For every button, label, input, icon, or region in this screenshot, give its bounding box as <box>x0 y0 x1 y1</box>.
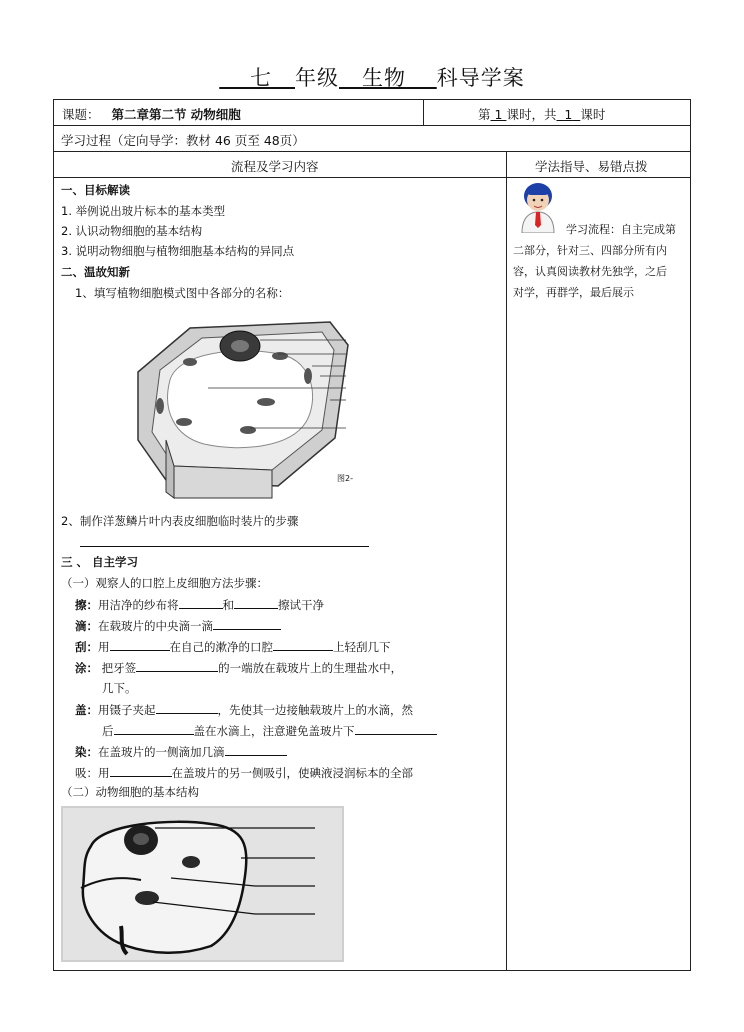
answer-line <box>80 546 369 547</box>
section2-heading: 二、温故知新 <box>61 265 130 279</box>
objective-item: 3. 说明动物细胞与植物细胞基本结构的异同点 <box>61 244 295 258</box>
process-row: 学习过程（定向导学：教材 46 页至 48页） <box>61 133 305 148</box>
guidance-line: 二部分，针对三、四部分所有内 <box>513 244 667 257</box>
right-column-header: 学法指导、易错点拨 <box>535 159 648 174</box>
divider <box>506 151 507 971</box>
sub-heading-1: （一）观察人的口腔上皮细胞方法步骤： <box>61 576 268 590</box>
plant-cell-diagram <box>130 310 360 500</box>
period-total: 1 <box>564 107 573 122</box>
period-info: 第 1 课时，共 1 课时 <box>478 107 606 122</box>
divider <box>54 151 690 152</box>
guidance-line: 学习流程：自主完成第 <box>566 223 676 236</box>
left-column-header: 流程及学习内容 <box>231 159 319 174</box>
step-smear-cont: 几下。 <box>102 681 137 695</box>
section3-heading: 三 、 自主学习 <box>61 555 139 569</box>
section1-heading: 一、目标解读 <box>61 183 130 197</box>
divider <box>54 177 690 178</box>
divider <box>423 100 424 125</box>
step-scrape: 刮：用 在自己的漱净的口腔 上轻刮几下 <box>75 640 391 654</box>
step-wipe: 擦：用洁净的纱布将 和 擦试干净 <box>75 598 324 612</box>
figure-label: 图2- <box>337 474 353 483</box>
objective-item: 2. 认识动物细胞的基本结构 <box>61 224 203 238</box>
objective-item: 1. 举例说出玻片标本的基本类型 <box>61 204 226 218</box>
step-cover: 盖：用镊子夹起 ，先使其一边接触载玻片上的水滴，然 <box>75 703 413 717</box>
guidance-line: 容，认真阅读教材先独学，之后 <box>513 265 667 278</box>
sub-heading-2: （二）动物细胞的基本结构 <box>61 785 199 799</box>
divider <box>54 125 690 126</box>
topic-label: 课题： <box>62 107 100 122</box>
question-1: 1、填写植物细胞模式图中各部分的名称： <box>75 286 290 300</box>
teacher-avatar-icon <box>518 181 558 233</box>
guidance-line: 对学，再群学，最后展示 <box>513 286 634 299</box>
topic-row <box>62 105 241 123</box>
step-suck: 吸：用 在盖玻片的另一侧吸引，使碘液浸润标本的全部 <box>75 766 413 780</box>
question-2: 2、制作洋葱鳞片叶内表皮细胞临时装片的步骤 <box>61 514 299 528</box>
animal-cell-diagram <box>61 806 344 962</box>
subject: 生物 <box>362 66 407 90</box>
grade-label: 年级 <box>295 66 339 90</box>
page-title <box>0 62 744 92</box>
step-drop: 滴：在载玻片的中央滴一滴 <box>75 617 281 634</box>
step-cover-cont: 后 盖在水滴上，注意避免盖玻片下 <box>102 722 437 739</box>
period-number: 1 <box>494 107 503 122</box>
topic-title: 第二章第二节 动物细胞 <box>111 107 241 122</box>
step-stain: 染：在盖玻片的一侧滴加几滴 <box>75 743 287 760</box>
step-smear: 涂： 把牙签 的一端放在载玻片上的生理盐水中， <box>75 661 403 675</box>
title-suffix: 科导学案 <box>436 66 525 90</box>
grade: 七 <box>249 66 272 90</box>
